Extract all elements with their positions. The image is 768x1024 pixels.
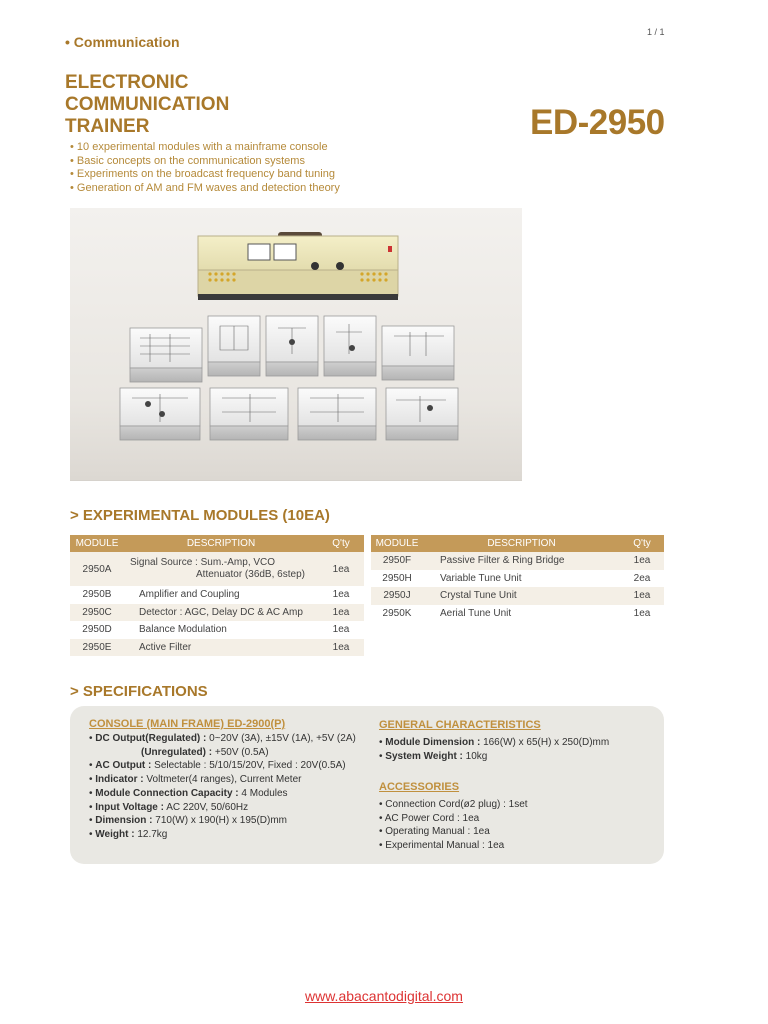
accessories-heading: ACCESSORIES	[379, 781, 460, 793]
table-row	[70, 604, 364, 622]
page-number: 1 / 1	[647, 27, 665, 37]
spec-label: AC Output :	[95, 760, 152, 772]
spec-item	[89, 746, 356, 760]
module-qty: 1ea	[620, 552, 664, 570]
module-description: Aerial Tune Unit	[423, 605, 620, 623]
module-qty: 2ea	[620, 570, 664, 588]
general-heading: GENERAL CHARACTERISTICS	[379, 719, 541, 731]
accessory-text: Connection Cord(ø2 plug) : 1set	[385, 799, 528, 810]
column-header-module: MODULE	[371, 535, 423, 552]
spec-label: Weight :	[95, 828, 135, 840]
module-code: 2950K	[371, 605, 423, 623]
model-number: ED-2950	[530, 103, 665, 142]
module-qty: 1ea	[318, 586, 364, 604]
column-header-description: DESCRIPTION	[423, 535, 620, 552]
spec-value: +50V (0.5A)	[214, 746, 269, 758]
module-qty: 1ea	[318, 604, 364, 622]
module-description: Detector : AGC, Delay DC & AC Amp	[124, 604, 318, 622]
spec-label: Dimension :	[95, 815, 153, 827]
table-row	[371, 605, 664, 623]
spec-value: 0~20V (3A), ±15V (1A), +5V (2A)	[209, 733, 356, 744]
general-spec-list	[379, 736, 609, 763]
specifications-section-title: > SPECIFICATIONS	[70, 683, 208, 700]
column-header-description: DESCRIPTION	[124, 535, 318, 552]
module-description: Variable Tune Unit	[423, 570, 620, 588]
accessory-text: Operating Manual : 1ea	[385, 826, 490, 838]
title-line: TRAINER	[65, 116, 150, 137]
spec-item: • System Weight : 10kg	[379, 750, 488, 762]
module-qty: 1ea	[318, 621, 364, 639]
page-title	[65, 72, 229, 138]
spec-label: (Unregulated) :	[141, 746, 213, 758]
spec-value: Selectable : 5/10/15/20V, Fixed : 20V(0.5A)	[154, 760, 346, 772]
spec-item: • AC Output : Selectable : 5/10/15/20V, Fixed : 20V(0.5A)	[89, 760, 346, 772]
table-row	[70, 552, 364, 586]
spec-value: 166(W) x 65(H) x 250(D)mm	[483, 737, 610, 748]
accessory-item: • Operating Manual : 1ea	[379, 826, 490, 838]
feature-item: • Generation of AM and FM waves and detection theory	[70, 182, 340, 196]
accessories-list	[379, 798, 528, 853]
spec-item: • DC Output(Regulated) : 0~20V (3A), ±15V (1A), +5V (2A)	[89, 733, 356, 744]
module-code: 2950E	[70, 639, 124, 657]
module-description: Balance Modulation	[124, 621, 318, 639]
module-code: 2950H	[371, 570, 423, 588]
modules-table-right	[371, 535, 664, 622]
module-code: 2950A	[70, 552, 124, 586]
feature-item: • Basic concepts on the communication systems	[70, 155, 340, 169]
spec-value: 710(W) x 190(H) x 195(D)mm	[155, 815, 287, 827]
console-heading: CONSOLE (MAIN FRAME) ED-2900(P)	[89, 718, 286, 730]
accessory-item: • Experimental Manual : 1ea	[379, 840, 505, 852]
spec-item: • Module Dimension : 166(W) x 65(H) x 250(D)mm	[379, 737, 610, 748]
description-line: Attenuator (36dB, 6step)	[196, 569, 305, 580]
spec-value: 10kg	[465, 750, 488, 762]
module-qty: 1ea	[620, 587, 664, 605]
column-header-qty: Q'ty	[318, 535, 364, 552]
feature-list	[70, 141, 340, 196]
spec-value: 4 Modules	[241, 787, 288, 799]
title-line: ELECTRONIC	[65, 72, 189, 93]
footer-link[interactable]: www.abacantodigital.com	[305, 988, 463, 1004]
spec-value: AC 220V, 50/60Hz	[166, 801, 249, 813]
accessory-item: • AC Power Cord : 1ea	[379, 812, 480, 824]
spec-label: Module Dimension :	[385, 737, 481, 748]
category-label: • Communication	[65, 34, 180, 50]
spec-label: Input Voltage :	[95, 801, 164, 813]
modules-section-title: > EXPERIMENTAL MODULES (10EA)	[70, 507, 330, 524]
module-qty: 1ea	[318, 639, 364, 657]
column-header-module: MODULE	[70, 535, 124, 552]
module-code: 2950C	[70, 604, 124, 622]
spec-label: DC Output(Regulated) :	[95, 733, 207, 744]
product-photo	[70, 208, 522, 481]
specifications-panel	[70, 706, 664, 864]
module-qty: 1ea	[318, 552, 364, 586]
spec-item: • Input Voltage : AC 220V, 50/60Hz	[89, 801, 249, 813]
module-description: Passive Filter & Ring Bridge	[423, 552, 620, 570]
feature-item: • Experiments on the broadcast frequency band tuning	[70, 168, 340, 182]
table-row	[70, 586, 364, 604]
title-line: COMMUNICATION	[65, 94, 230, 115]
spec-value: 12.7kg	[137, 828, 168, 840]
spec-item: • Module Connection Capacity : 4 Modules	[89, 787, 288, 799]
spec-label: Indicator :	[95, 774, 144, 786]
accessory-text: AC Power Cord : 1ea	[384, 812, 480, 824]
module-description: Active Filter	[124, 639, 318, 657]
table-row	[371, 552, 664, 570]
module-description	[124, 552, 318, 586]
spec-item: • Dimension : 710(W) x 190(H) x 195(D)mm	[89, 815, 287, 827]
spec-value: Voltmeter(4 ranges), Current Meter	[146, 774, 302, 786]
description-line: Signal Source : Sum.-Amp, VCO	[130, 557, 276, 568]
module-description: Crystal Tune Unit	[423, 587, 620, 605]
spec-item: • Indicator : Voltmeter(4 ranges), Current Meter	[89, 774, 302, 786]
accessory-text: Experimental Manual : 1ea	[385, 840, 505, 852]
spec-label: Module Connection Capacity :	[95, 787, 239, 799]
module-code: 2950F	[371, 552, 423, 570]
table-row	[70, 621, 364, 639]
product-photo-illustration	[70, 208, 522, 480]
column-header-qty: Q'ty	[620, 535, 664, 552]
table-row	[371, 570, 664, 588]
module-description: Amplifier and Coupling	[124, 586, 318, 604]
table-row	[371, 587, 664, 605]
feature-item: • 10 experimental modules with a mainframe console	[70, 141, 340, 155]
module-code: 2950B	[70, 586, 124, 604]
module-code: 2950J	[371, 587, 423, 605]
table-row	[70, 639, 364, 657]
module-qty: 1ea	[620, 605, 664, 623]
module-code: 2950D	[70, 621, 124, 639]
accessory-item: • Connection Cord(ø2 plug) : 1set	[379, 799, 528, 810]
spec-label: System Weight :	[385, 750, 463, 762]
console-spec-list	[89, 732, 356, 842]
modules-table-left	[70, 535, 364, 656]
spec-item: • Weight : 12.7kg	[89, 828, 168, 840]
